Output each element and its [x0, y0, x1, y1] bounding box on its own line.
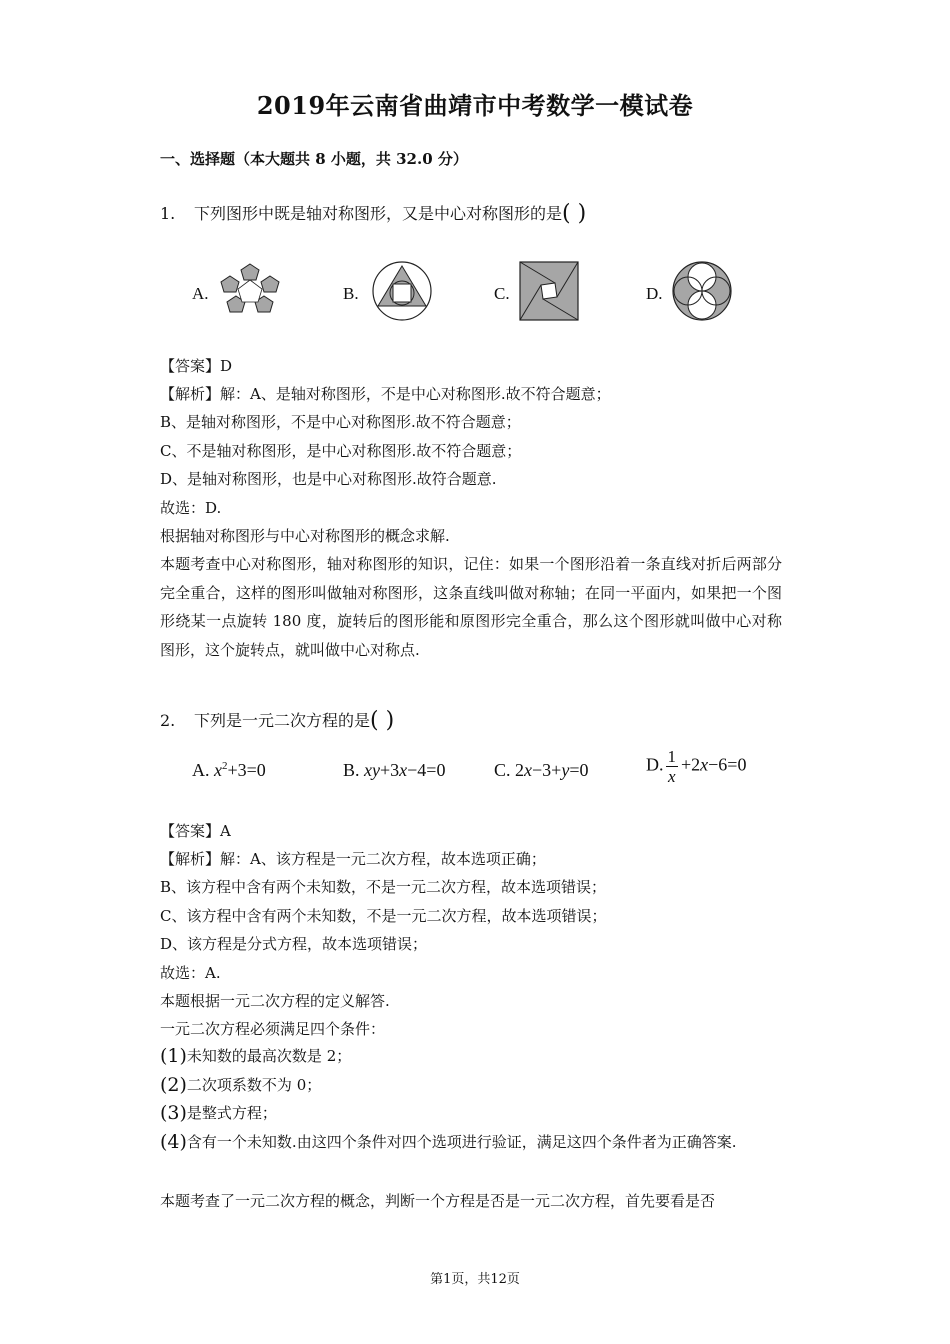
- q2-analysis-line: 一元二次方程必须满足四个条件：: [160, 1020, 386, 1038]
- q1-analysis-line: 故选：D.: [160, 499, 222, 517]
- fraction: $\frac{1}{x}$: [667, 747, 676, 786]
- question-1: [160, 200, 586, 225]
- q1-explanation: 本题考查中心对称图形，轴对称图形的知识，记住：如果一个图形沿着一条直线对折后两部分完全重合，这样的图形叫做轴对称图形，这条直线叫做对称轴；在同一平面内，如果把一个图形绕某一点旋转 180 度，旋转后的图形能和原图形完全重合，那么这个图形就叫做中心对称图形，这个旋转点，就叫做中心对称点.: [160, 555, 782, 659]
- answer-paren: ( ): [562, 201, 587, 226]
- q2-answer: 【答案】A: [160, 822, 231, 840]
- question-text: 下列是一元二次方程的是: [194, 711, 371, 730]
- condition-item: (1)未知数的最高次数是 2；: [160, 1045, 352, 1067]
- q2-analysis-line: D、该方程是分式方程，故本选项错误；: [160, 935, 428, 953]
- q1-answer: 【答案】D: [160, 357, 233, 375]
- option-b-equation: B. xy+3x−4=0: [343, 760, 446, 780]
- option-d-equation: D. $\frac{1}{x}$ +2x−6=0: [646, 747, 747, 786]
- q2-analysis-line: 【解析】解：A、该方程是一元二次方程，故本选项正确；: [160, 850, 546, 868]
- option-b-label: B.: [343, 284, 359, 303]
- q1-analysis-line: B、是轴对称图形，不是中心对称图形.故不符合题意；: [160, 413, 521, 431]
- option-c-label: C.: [494, 284, 510, 303]
- section-heading: 一、选择题（本大题共 8 小题，共 32.0 分）: [160, 150, 468, 168]
- q1-analysis-line: 根据轴对称图形与中心对称图形的概念求解.: [160, 527, 450, 545]
- question-text: 下列图形中既是轴对称图形，又是中心对称图形的是: [194, 204, 563, 223]
- question-number: 1.: [160, 204, 176, 223]
- figure-a-pentagons: [218, 262, 282, 320]
- figure-d-circle-petals: [671, 260, 733, 322]
- figure-b-circle-triangle: [369, 260, 435, 322]
- option-d-label: D.: [646, 284, 663, 303]
- page-footer: 第1页，共12页: [430, 1272, 520, 1287]
- q2-explanation: 本题考查了一元二次方程的概念，判断一个方程是否是一元二次方程，首先要看是否: [160, 1192, 716, 1210]
- q1-analysis-line: C、不是轴对称图形，是中心对称图形.故不符合题意；: [160, 442, 522, 460]
- q1-analysis-line: D、是轴对称图形，也是中心对称图形.故符合题意.: [160, 470, 497, 488]
- option-c-equation: C. 2x−3+y=0: [494, 760, 589, 780]
- option-a-equation: A. $x^2+3=0$: [192, 760, 266, 780]
- q2-analysis-line: B、该方程中含有两个未知数，不是一元二次方程，故本选项错误；: [160, 878, 607, 896]
- question-2: [160, 707, 394, 732]
- answer-paren: ( ): [370, 708, 395, 733]
- condition-item: (3)是整式方程；: [160, 1102, 277, 1124]
- question-number: 2.: [160, 711, 176, 730]
- condition-item: (4)含有一个未知数.由这四个条件对四个选项进行验证，满足这四个条件者为正确答案.: [160, 1131, 737, 1153]
- q2-analysis-line: 本题根据一元二次方程的定义解答.: [160, 992, 390, 1010]
- figure-c-square-pinwheel: [519, 261, 579, 321]
- q2-analysis-line: C、该方程中含有两个未知数，不是一元二次方程，故本选项错误；: [160, 907, 607, 925]
- option-a-label: A.: [192, 284, 209, 303]
- condition-item: (2)二次项系数不为 0；: [160, 1074, 322, 1096]
- q2-analysis-line: 故选：A.: [160, 964, 221, 982]
- page-title: 2019年云南省曲靖市中考数学一模试卷: [256, 91, 694, 120]
- q1-analysis-line: 【解析】解：A、是轴对称图形，不是中心对称图形.故不符合题意；: [160, 385, 611, 403]
